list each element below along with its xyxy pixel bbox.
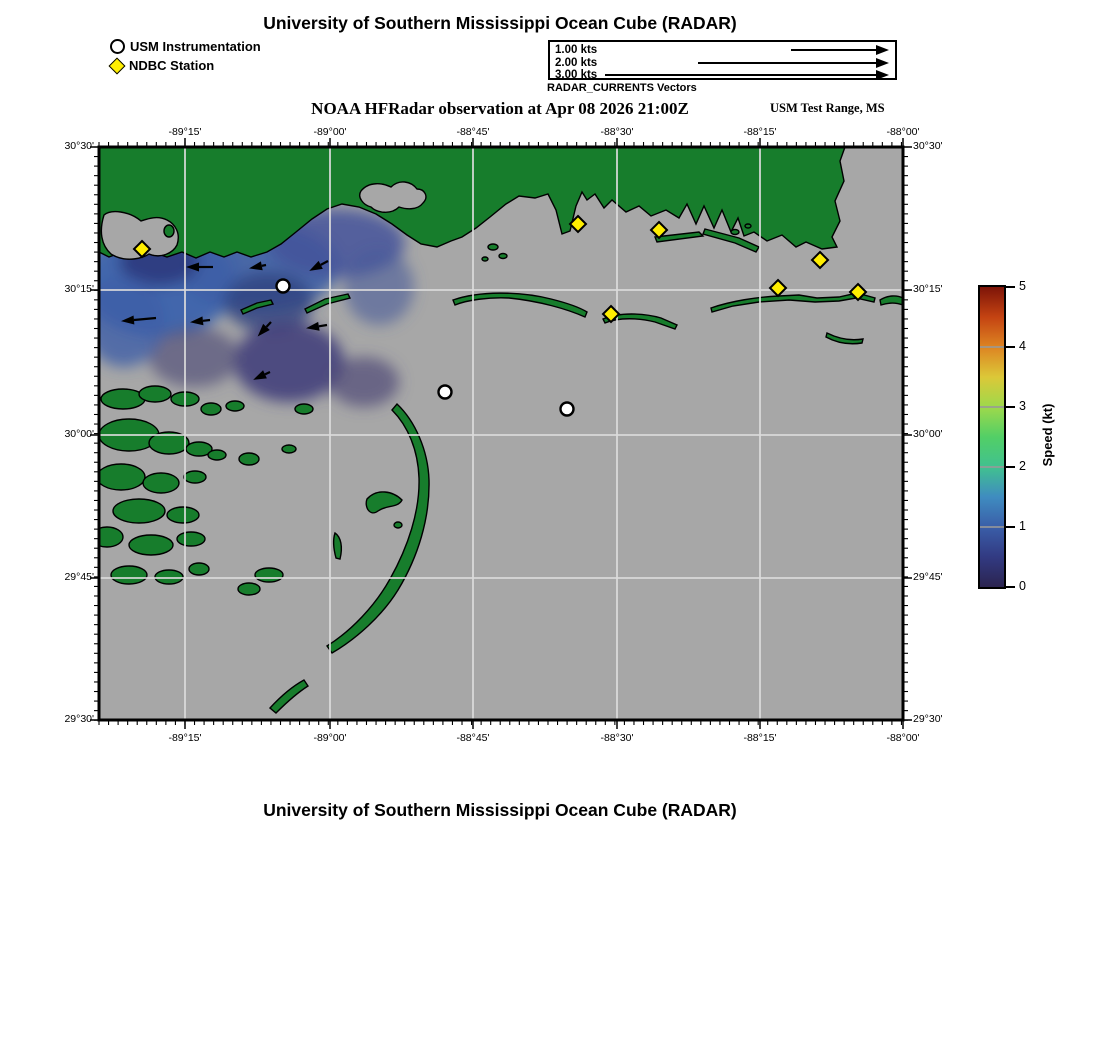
y-axis-label-right: 29°45' bbox=[913, 571, 943, 583]
vector-scale-label: 2.00 kts bbox=[555, 56, 598, 69]
figure-title-bottom: University of Southern Mississippi Ocean Cube (RADAR) bbox=[263, 800, 737, 820]
vector-scale-line bbox=[605, 74, 876, 76]
islet-hook-dot bbox=[394, 522, 402, 528]
usm-station-marker bbox=[277, 280, 290, 293]
y-axis-label-left: 30°00' bbox=[64, 428, 94, 440]
vector-scale-label: 1.00 kts bbox=[555, 44, 598, 56]
colorbar-tick-label: 1 bbox=[1019, 519, 1026, 533]
colorbar-tick bbox=[1006, 286, 1015, 288]
x-axis-label-bottom: -89°15' bbox=[168, 732, 202, 744]
islet-sound-1 bbox=[488, 244, 498, 250]
colorbar-tick-label: 5 bbox=[1019, 279, 1026, 293]
y-axis-label-right: 29°30' bbox=[913, 713, 943, 725]
colorbar-gridline bbox=[980, 406, 1004, 408]
colorbar-tick bbox=[1006, 466, 1015, 468]
colorbar-gridline bbox=[980, 526, 1004, 528]
islet-sound-2 bbox=[499, 254, 507, 259]
vector-scale-label: 3.00 kts bbox=[555, 69, 598, 81]
x-axis-label-bottom: -88°45' bbox=[456, 732, 490, 744]
speed-colorbar bbox=[978, 285, 1006, 589]
vector-scale-line bbox=[698, 62, 876, 64]
test-range-label: USM Test Range, MS bbox=[770, 101, 885, 115]
legend-label-ndbc: NDBC Station bbox=[129, 58, 215, 73]
x-axis-label-bottom: -88°00' bbox=[886, 732, 920, 744]
ndbc-diamond-icon bbox=[109, 57, 126, 74]
x-axis-label-top: -88°15' bbox=[743, 126, 777, 138]
y-axis-label-right: 30°30' bbox=[913, 140, 943, 152]
vector-scale-caption: RADAR_CURRENTS Vectors bbox=[547, 82, 697, 94]
colorbar-tick-label: 0 bbox=[1019, 579, 1026, 593]
usm-station-marker bbox=[561, 403, 574, 416]
figure-title-top: University of Southern Mississippi Ocean Cube (RADAR) bbox=[263, 13, 737, 33]
colorbar-axis-label: Speed (kt) bbox=[1040, 403, 1055, 467]
island-round-2 bbox=[745, 224, 751, 228]
colorbar-tick bbox=[1006, 406, 1015, 408]
y-axis-label-right: 30°15' bbox=[913, 283, 943, 295]
legend-label-usm: USM Instrumentation bbox=[130, 39, 261, 54]
islet-sound-3 bbox=[482, 257, 488, 261]
vector-scale-arrowhead-icon bbox=[876, 45, 889, 55]
colorbar-tick bbox=[1006, 526, 1015, 528]
y-axis-label-left: 29°45' bbox=[64, 571, 94, 583]
x-axis-label-top: -88°30' bbox=[600, 126, 634, 138]
island-round-1 bbox=[731, 230, 739, 235]
islet-nw-bay bbox=[164, 225, 174, 237]
colorbar-gridline bbox=[980, 466, 1004, 468]
usm-circle-icon bbox=[110, 39, 125, 54]
x-axis-label-top: -89°00' bbox=[313, 126, 347, 138]
marker-legend bbox=[110, 37, 261, 75]
y-axis-label-left: 30°15' bbox=[64, 283, 94, 295]
x-axis-label-top: -89°15' bbox=[168, 126, 202, 138]
x-axis-label-bottom: -88°30' bbox=[600, 732, 634, 744]
colorbar-tick-label: 4 bbox=[1019, 339, 1026, 353]
vector-scale-box bbox=[548, 40, 897, 80]
y-axis-label-left: 29°30' bbox=[64, 713, 94, 725]
map-panel bbox=[84, 132, 918, 735]
x-axis-label-top: -88°00' bbox=[886, 126, 920, 138]
colorbar-tick bbox=[1006, 346, 1015, 348]
colorbar-gridline bbox=[980, 346, 1004, 348]
observation-subtitle: NOAA HFRadar observation at Apr 08 2026 21:00Z bbox=[311, 99, 689, 118]
y-axis-label-left: 30°30' bbox=[64, 140, 94, 152]
y-axis-label-right: 30°00' bbox=[913, 428, 943, 440]
vector-scale-line bbox=[791, 49, 876, 51]
vector-scale-arrowhead-icon bbox=[876, 70, 889, 80]
map-svg bbox=[84, 132, 918, 735]
x-axis-label-top: -88°45' bbox=[456, 126, 490, 138]
x-axis-label-bottom: -88°15' bbox=[743, 732, 777, 744]
colorbar-tick-label: 3 bbox=[1019, 399, 1026, 413]
legend-row-usm bbox=[110, 37, 261, 56]
legend-row-ndbc bbox=[110, 56, 261, 75]
vector-scale-arrowhead-icon bbox=[876, 58, 889, 68]
colorbar-tick bbox=[1006, 586, 1015, 588]
usm-station-marker bbox=[439, 386, 452, 399]
colorbar-tick-label: 2 bbox=[1019, 459, 1026, 473]
x-axis-label-bottom: -89°00' bbox=[313, 732, 347, 744]
